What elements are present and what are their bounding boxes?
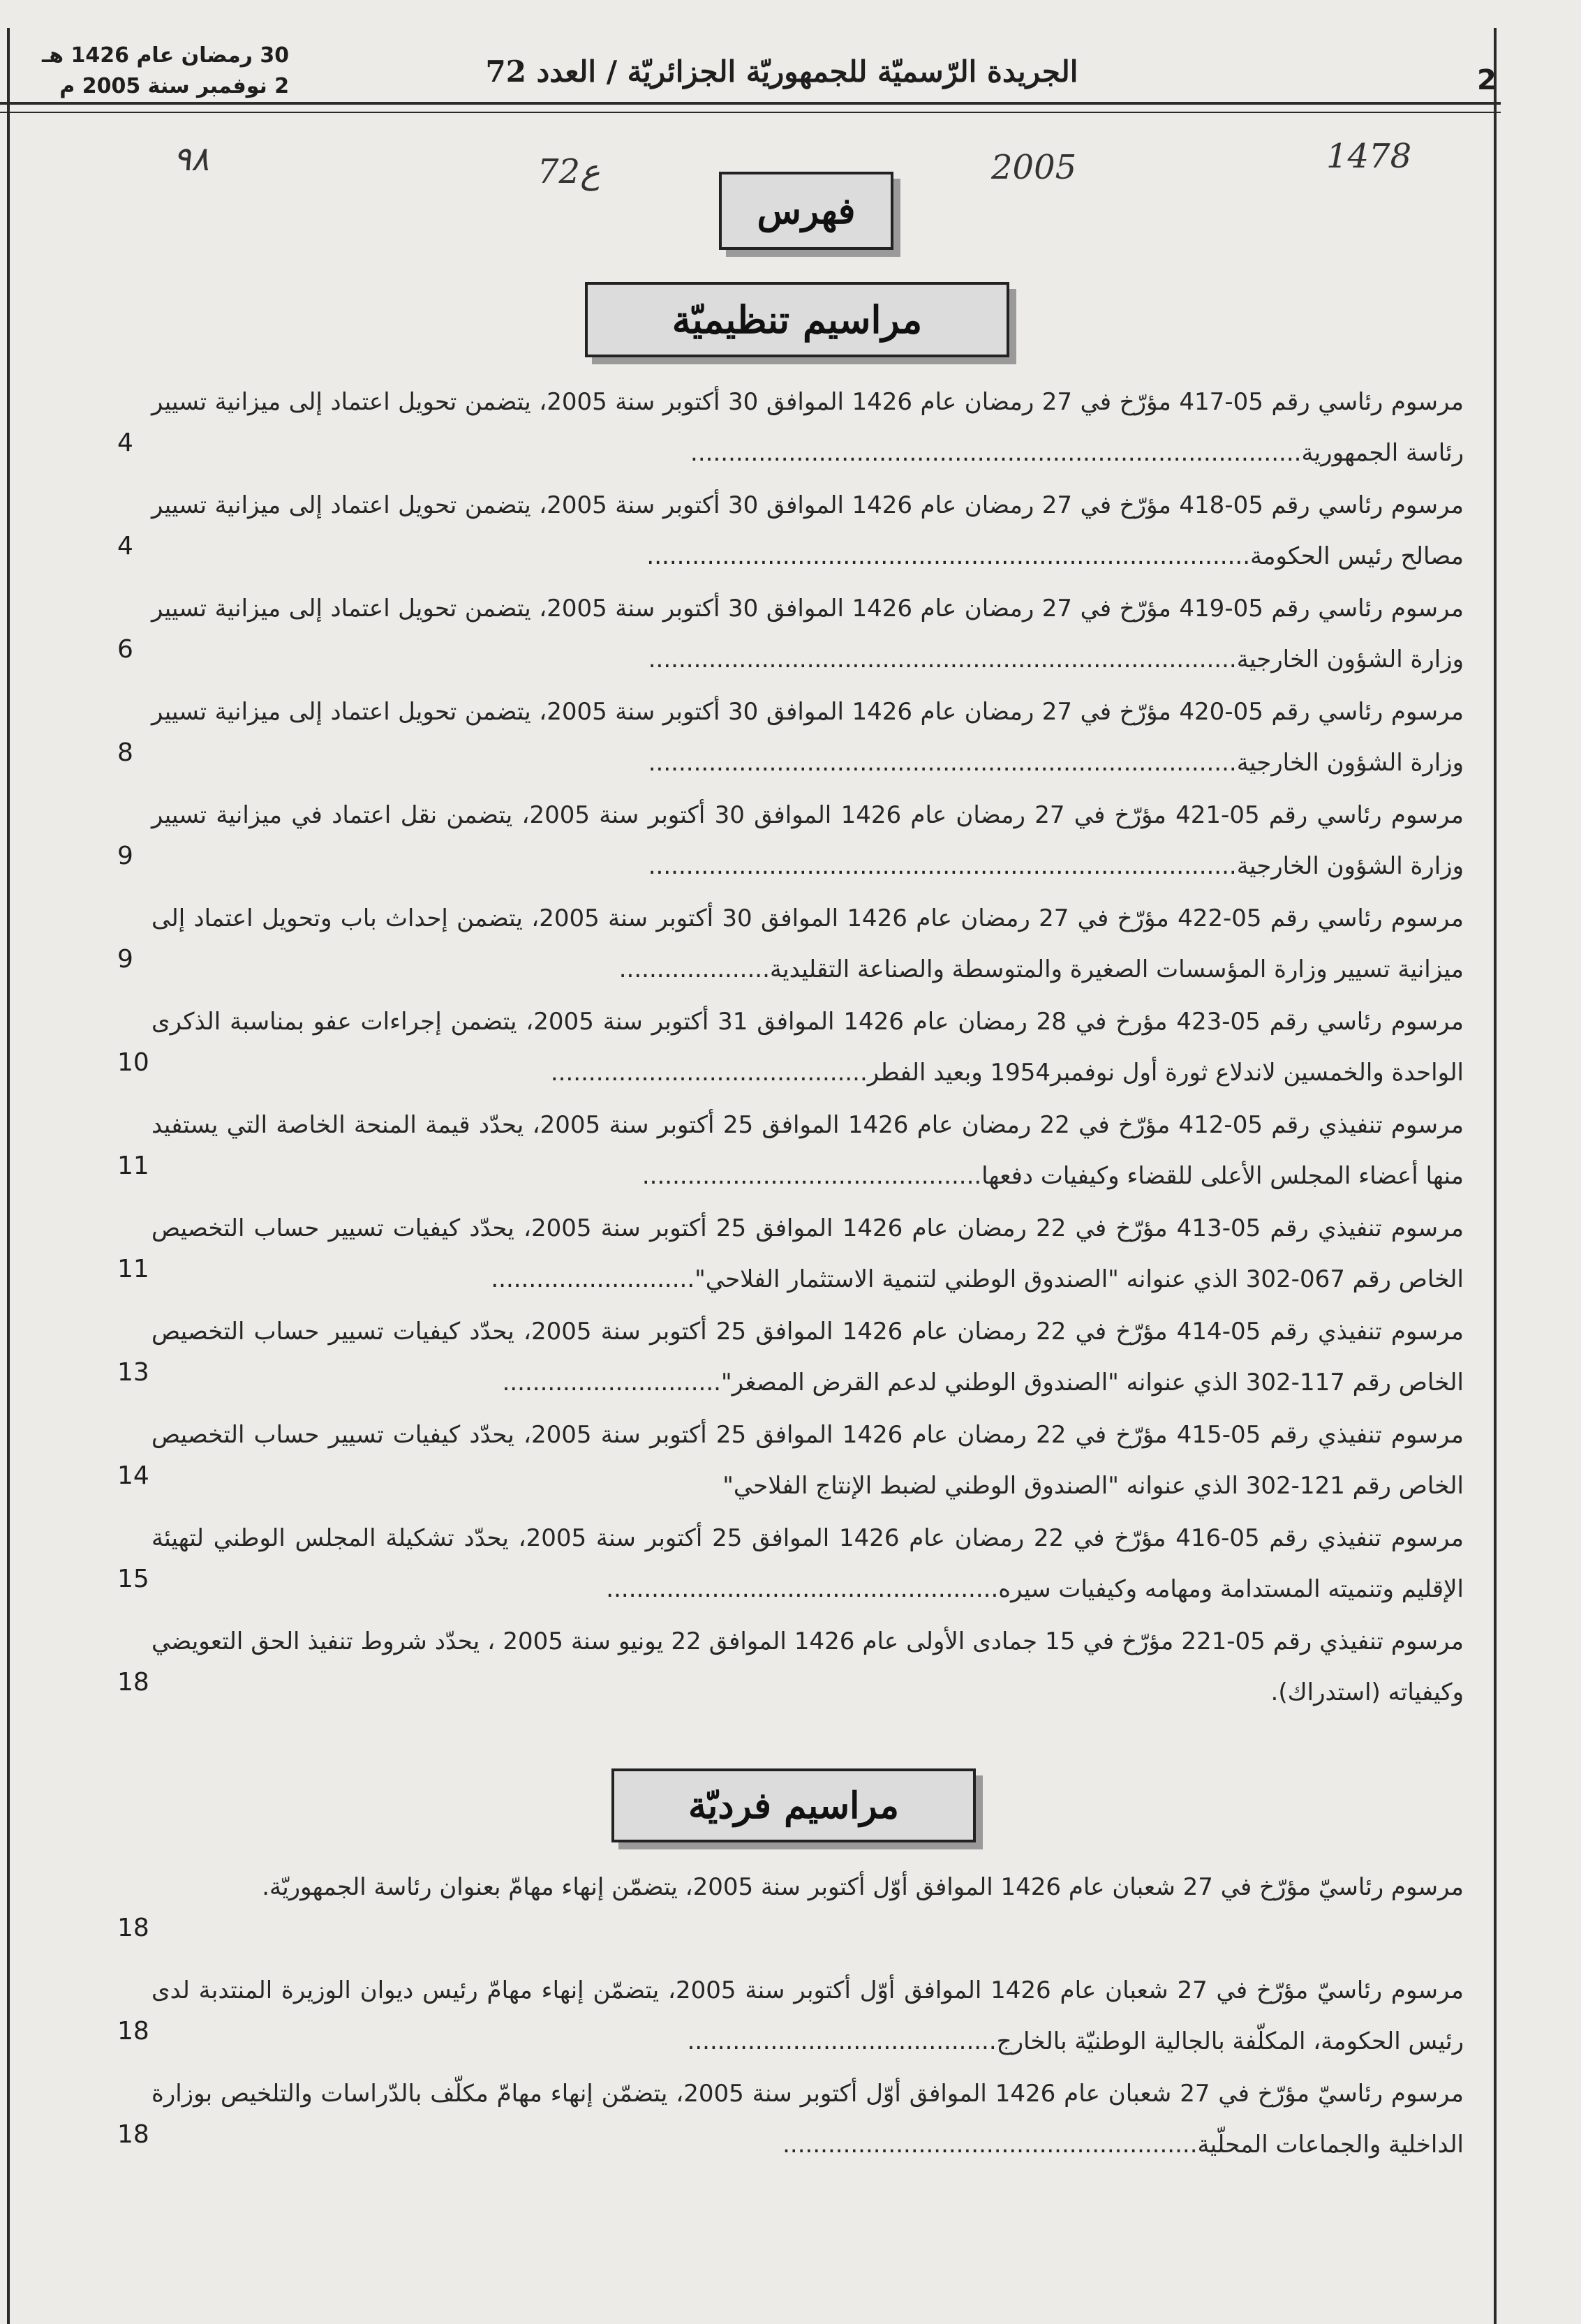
header-rule-thin [0,112,1501,113]
section-title-individual-decrees: مراسيم فرديّة [611,1768,976,1842]
entry-page-number: 15 [117,1565,149,1593]
list-item [117,1203,1464,1306]
handwritten-note-3: 2005 [991,148,1077,187]
entry-page-number: 4 [117,429,133,457]
entry-page-number: 11 [117,1152,149,1180]
list-item [117,1100,1464,1203]
list-item [117,480,1464,583]
date-gregorian: 2 نوفمبر سنة 2005 م [59,74,290,98]
gazette-title: الجريدة الرّسميّة للجمهوريّة الجزائريّة / العدد 72 [485,54,1078,89]
right-border-line [1494,28,1497,2324]
entry-page-number: 9 [117,945,133,974]
entry-page-number: 18 [117,1668,149,1697]
date-hijri: 30 رمضان عام 1426 هـ [42,43,290,68]
entry-text: مرسوم تنفيذي رقم 05-416 مؤرّخ في 22 رمضان عام 1426 الموافق 25 أكتوبر سنة 2005، يحدّد تشكيلة المجلس الوطني لتهيئة الإقليم وتنميته المستدامة ومهامه وكيفيات سيره.................................................... [151,1524,1464,1603]
entry-page-number: 18 [117,1914,149,1942]
handwritten-note-2: 72ع [537,152,600,191]
entry-page-number: 18 [117,2017,149,2046]
list-item [117,1306,1464,1410]
entry-page-number: 11 [117,1255,149,1283]
list-item [117,1513,1464,1616]
section-title-regulatory-decrees: مراسيم تنظيميّة [585,282,1009,357]
handwritten-note-1: ٩٨ [173,140,209,179]
handwritten-note-4: 1478 [1326,137,1412,176]
list-item [117,1410,1464,1513]
list-item [117,583,1464,687]
list-item [117,2069,1464,2172]
entry-text: مرسوم رئاسيّ مؤرّخ في 27 شعبان عام 1426 الموافق أوّل أكتوبر سنة 2005، يتضمّن إنهاء مهامّ مكلّف بالدّراسات والتلخيص بوزارة الداخلية والجماعات المحلّية....................................................... [151,2080,1464,2159]
entry-text: مرسوم رئاسي رقم 05-419 مؤرّخ في 27 رمضان عام 1426 الموافق 30 أكتوبر سنة 2005، يتضمن تحويل اعتماد إلى ميزانية تسيير وزارة الشؤون الخارجية.............................................................................. [151,595,1464,673]
list-item [117,377,1464,480]
entry-page-number: 10 [117,1048,149,1077]
list-item [117,893,1464,997]
entry-text: مرسوم رئاسي رقم 05-421 مؤرّخ في 27 رمضان عام 1426 الموافق 30 أكتوبر سنة 2005، يتضمن نقل اعتماد في ميزانية تسيير وزارة الشؤون الخارجية.............................................................................. [151,801,1464,880]
individual-decrees-list [117,1862,1464,2172]
issue-date [42,40,289,102]
page-number: 2 [1477,64,1497,96]
entry-text: مرسوم تنفيذي رقم 05-414 مؤرّخ في 22 رمضان عام 1426 الموافق 25 أكتوبر سنة 2005، يحدّد كيفيات تسيير حساب التخصيص الخاص رقم 117-302 الذي عنوانه "الصندوق الوطني لدعم القرض المصغر"............................. [151,1318,1464,1396]
entry-page-number: 6 [117,635,133,664]
entry-page-number: 13 [117,1358,149,1387]
entry-text: مرسوم تنفيذي رقم 05-415 مؤرّخ في 22 رمضان عام 1426 الموافق 25 أكتوبر سنة 2005، يحدّد كيفيات تسيير حساب التخصيص الخاص رقم 121-302 الذي عنوانه "الصندوق الوطني لضبط الإنتاج الفلاحي" [151,1421,1464,1500]
entry-text: مرسوم رئاسيّ مؤرّخ في 27 شعبان عام 1426 الموافق أوّل أكتوبر سنة 2005، يتضمّن إنهاء مهامّ رئيس ديوان الوزيرة المنتدبة لدى رئيس الحكومة، المكلّفة بالجالية الوطنيّة بالخارج......................................... [151,1976,1464,2055]
entry-page-number: 14 [117,1461,149,1490]
list-item [117,790,1464,893]
entry-page-number: 8 [117,738,133,767]
entry-text: مرسوم رئاسي رقم 05-423 مؤرخ في 28 رمضان عام 1426 الموافق 31 أكتوبر سنة 2005، يتضمن إجراءات عفو بمناسبة الذكرى الواحدة والخمسين لاندلاع ثورة أول نوفمبر1954 وبعيد الفطر.......................................... [151,1008,1464,1087]
index-title: فهرس [719,172,893,250]
list-item [117,997,1464,1100]
list-item [117,1616,1464,1720]
list-item [117,1965,1464,2069]
entry-page-number: 9 [117,842,133,870]
list-item [117,687,1464,790]
list-item [117,1862,1464,1965]
regulatory-decrees-list [117,377,1464,1720]
entry-page-number: 4 [117,532,133,560]
entry-text: مرسوم رئاسي رقم 05-417 مؤرّخ في 27 رمضان عام 1426 الموافق 30 أكتوبر سنة 2005، يتضمن تحويل اعتماد إلى ميزانية تسيير رئاسة الجمهورية................................................................................. [151,388,1464,467]
left-border-line [7,28,10,2324]
header-rule [0,102,1501,105]
entry-text: مرسوم تنفيذي رقم 05-221 مؤرّخ في 15 جمادى الأولى عام 1426 الموافق 22 يونيو سنة 2005 ، يحدّد شروط تنفيذ الحق التعويضي وكيفياته (استدراك). [151,1627,1464,1706]
entry-text: مرسوم رئاسيّ مؤرّخ في 27 شعبان عام 1426 الموافق أوّل أكتوبر سنة 2005، يتضمّن إنهاء مهامّ بعنوان رئاسة الجمهوريّة. [262,1873,1464,1901]
entry-text: مرسوم رئاسي رقم 05-422 مؤرّخ في 27 رمضان عام 1426 الموافق 30 أكتوبر سنة 2005، يتضمن إحداث باب وتحويل اعتماد إلى ميزانية تسيير وزارة المؤسسات الصغيرة والمتوسطة والصناعة التقليدية.................... [151,904,1464,983]
entry-text: مرسوم رئاسي رقم 05-418 مؤرّخ في 27 رمضان عام 1426 الموافق 30 أكتوبر سنة 2005، يتضمن تحويل اعتماد إلى ميزانية تسيير مصالح رئيس الحكومة................................................................................ [151,491,1464,570]
entry-text: مرسوم تنفيذي رقم 05-412 مؤرّخ في 22 رمضان عام 1426 الموافق 25 أكتوبر سنة 2005، يحدّد قيمة المنحة الخاصة التي يستفيد منها أعضاء المجلس الأعلى للقضاء وكيفيات دفعها............................................. [151,1111,1464,1190]
entry-text: مرسوم رئاسي رقم 05-420 مؤرّخ في 27 رمضان عام 1426 الموافق 30 أكتوبر سنة 2005، يتضمن تحويل اعتماد إلى ميزانية تسيير وزارة الشؤون الخارجية.............................................................................. [151,698,1464,777]
entry-text: مرسوم تنفيذي رقم 05-413 مؤرّخ في 22 رمضان عام 1426 الموافق 25 أكتوبر سنة 2005، يحدّد كيفيات تسيير حساب التخصيص الخاص رقم 067-302 الذي عنوانه "الصندوق الوطني لتنمية الاستثمار الفلاحي"........................... [151,1214,1464,1293]
entry-page-number: 18 [117,2120,149,2149]
